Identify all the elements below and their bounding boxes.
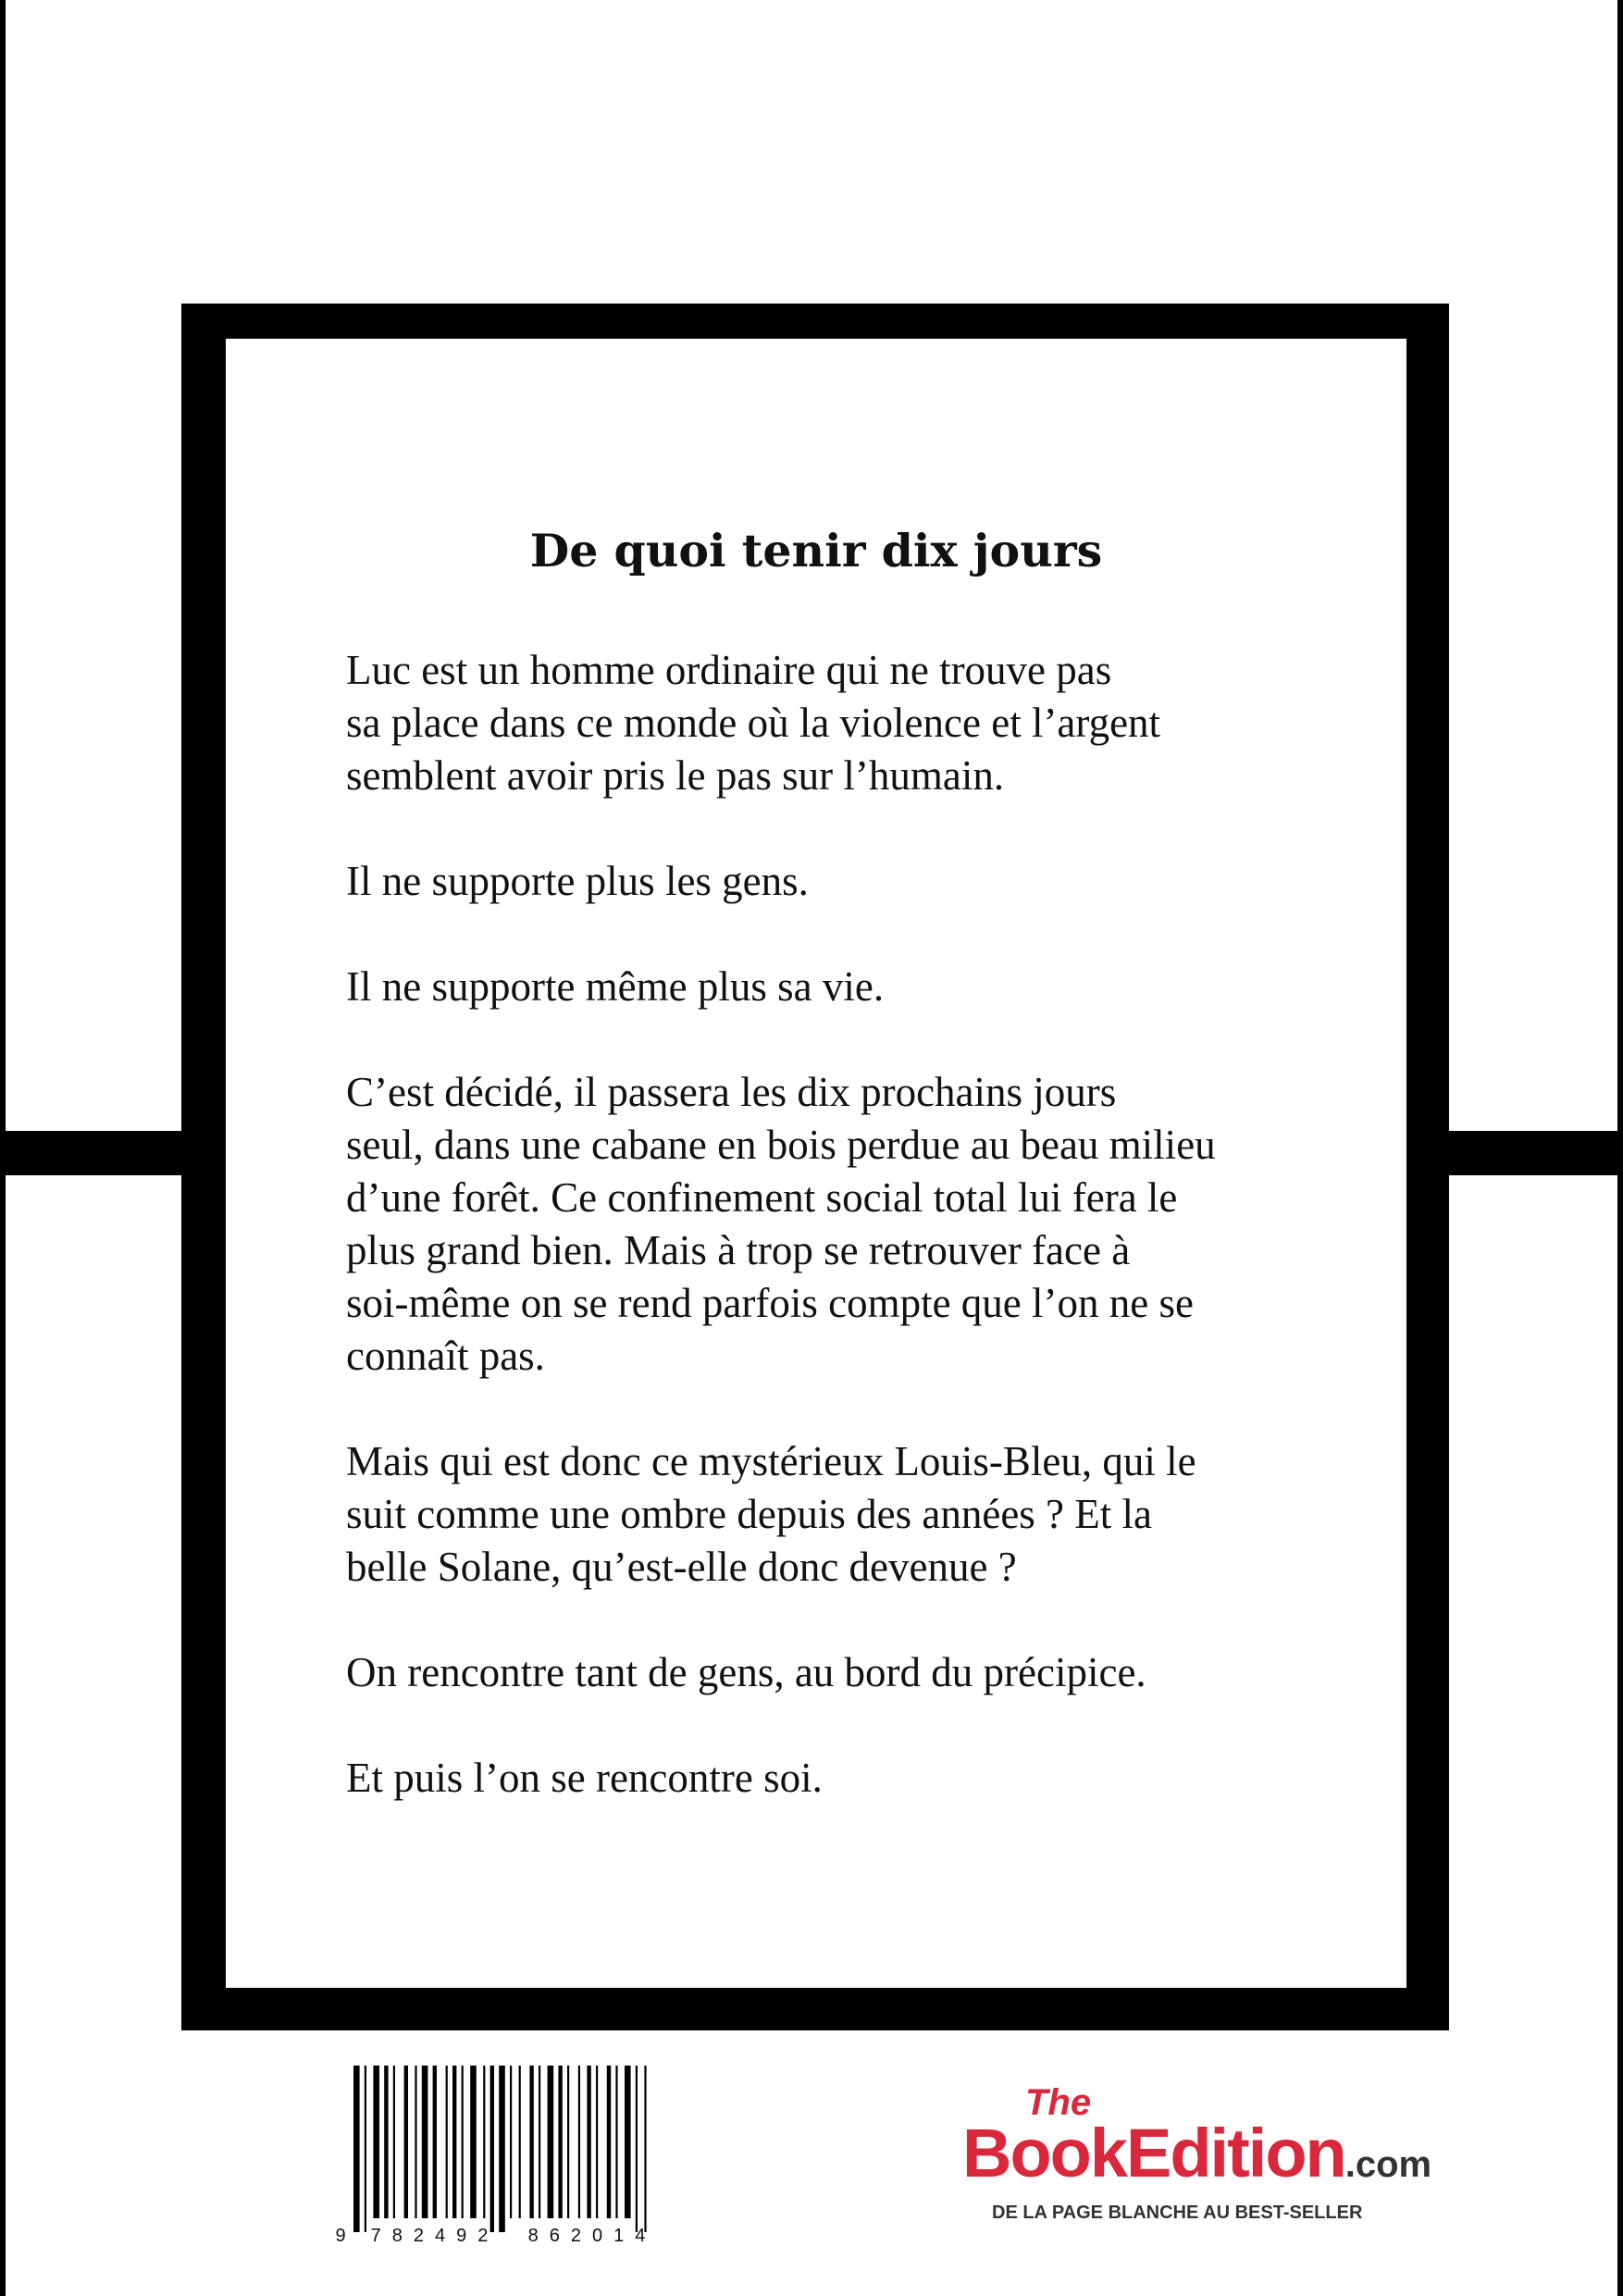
barcode-bar	[625, 2066, 631, 2218]
barcode-left-digits: 782492	[370, 2226, 500, 2246]
barcode-first-digit: 9	[335, 2226, 346, 2246]
logo-suffix: .com	[1344, 2144, 1432, 2185]
barcode-bar	[415, 2066, 416, 2218]
barcode-bar	[353, 2066, 360, 2232]
barcode-bar	[615, 2066, 617, 2218]
barcode-bar	[607, 2066, 611, 2218]
barcode-bar	[384, 2066, 388, 2218]
book-blurb	[346, 644, 1382, 1857]
back-cover-frame	[181, 304, 1449, 2030]
barcode-bar	[519, 2066, 521, 2218]
barcode-bar	[393, 2066, 395, 2218]
barcode-bar	[365, 2066, 366, 2232]
blurb-paragraph: Il ne supporte même plus sa vie.	[346, 963, 885, 1010]
barcode-bar	[510, 2066, 512, 2218]
logo-wordmark	[962, 2114, 1431, 2192]
blurb-paragraph: Luc est un homme ordinaire qui ne trouve pas sa place dans ce monde où la violence et l’argent semblent avoir pris le pas sur l’humain.	[346, 647, 1161, 799]
barcode-bar	[490, 2066, 494, 2232]
barcode-bar	[587, 2066, 590, 2218]
barcode-bar	[499, 2066, 505, 2232]
barcode-bar	[644, 2066, 646, 2232]
barcode-bar	[636, 2066, 638, 2232]
isbn-barcode	[324, 2056, 694, 2251]
barcode-bar	[404, 2066, 408, 2218]
back-cover-panel	[226, 339, 1406, 1988]
publisher-tagline: DE LA PAGE BLANCHE AU BEST-SELLER	[992, 2203, 1363, 2223]
blurb-paragraph: On rencontre tant de gens, au bord du précipice.	[346, 1649, 1146, 1695]
logo-name: BookEdition	[962, 2115, 1345, 2191]
book-title: De quoi tenir dix jours	[529, 524, 1103, 577]
barcode-bar	[539, 2066, 540, 2218]
barcode-bar	[596, 2066, 598, 2218]
barcode-bar	[446, 2066, 448, 2218]
blurb-paragraph: C’est décidé, il passera les dix prochains jours seul, dans une cabane en bois perdue au beau milieu d’une forêt. Ce confinement social total lui fera le plus grand bien. Mais à trop se retrouver face à soi-même on se rend parfois compte que l’on ne se connaît pas.	[346, 1069, 1216, 1379]
barcode-bar	[548, 2066, 554, 2218]
blurb-paragraph: Et puis l’on se rencontre soi.	[346, 1755, 823, 1801]
barcode-bar	[422, 2066, 428, 2218]
left-horizontal-bar	[0, 1131, 185, 1175]
barcode-bar	[558, 2066, 562, 2218]
barcode-bar	[462, 2066, 464, 2218]
barcode-bar	[529, 2066, 533, 2218]
publisher-logo	[962, 2082, 1434, 2240]
barcode-graphic	[324, 2056, 694, 2251]
barcode-right-digits: 862014	[527, 2226, 657, 2246]
barcode-bar	[452, 2066, 456, 2218]
barcode-bar	[483, 2066, 485, 2218]
barcode-bar	[567, 2066, 569, 2218]
logo-the-text: The	[1025, 2082, 1092, 2123]
barcode-bar	[433, 2066, 437, 2218]
barcode-bar	[373, 2066, 379, 2218]
right-horizontal-bar	[1443, 1131, 1623, 1175]
blurb-paragraph: Mais qui est donc ce mystérieux Louis-Bleu, qui le suit comme une ombre depuis des années ? Et la belle Solane, qu’est-elle donc devenue ?	[346, 1438, 1196, 1590]
blurb-paragraph: Il ne supporte plus les gens.	[346, 858, 809, 904]
barcode-bar	[578, 2066, 580, 2218]
barcode-bar	[470, 2066, 477, 2218]
